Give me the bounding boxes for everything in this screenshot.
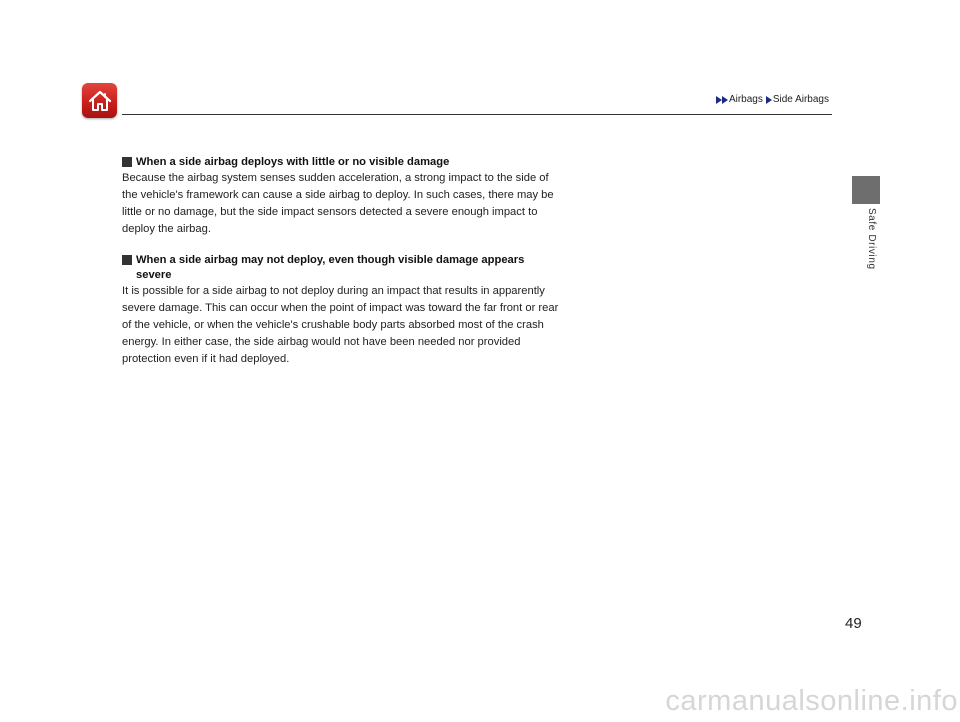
breadcrumb	[716, 94, 832, 105]
breadcrumb-arrow-icon	[766, 96, 772, 104]
breadcrumb-link-side-airbags[interactable]: Side Airbags	[772, 94, 829, 105]
watermark: carmanualsonline.info	[665, 685, 958, 717]
section-side-airbag-may-not-deploy	[122, 253, 562, 368]
section-body: It is possible for a side airbag to not deploy during an impact that results in apparently severe damage. This can occur when the point of impact was toward the far front or rear of the vehicle, or when the vehicle's crushable body parts absorbed most of the crash energy. In either case, the side airbag would not have been needed nor provided protection even if it had deployed.	[122, 285, 559, 365]
header-divider	[122, 114, 832, 115]
section-heading	[122, 253, 562, 283]
section-tab-label: Safe Driving	[866, 208, 877, 270]
section-tab-marker[interactable]	[852, 176, 880, 204]
section-side-airbag-deploys	[122, 155, 562, 238]
home-button[interactable]	[82, 83, 117, 118]
breadcrumb-arrow-icon	[722, 96, 728, 104]
square-bullet-icon	[122, 255, 132, 265]
page-number: 49	[845, 615, 862, 632]
section-heading-text: When a side airbag deploys with little or no visible damage	[136, 156, 450, 168]
home-icon	[87, 89, 113, 113]
main-content	[122, 155, 562, 383]
square-bullet-icon	[122, 157, 132, 167]
section-body: Because the airbag system senses sudden acceleration, a strong impact to the side of the vehicle's framework can cause a side airbag to deploy. In such cases, there may be little or no damage, but the side impact sensors detected a severe enough impact to deploy the airbag.	[122, 172, 554, 235]
section-heading	[122, 155, 562, 170]
section-heading-text: When a side airbag may not deploy, even though visible damage appears severe	[136, 254, 525, 281]
breadcrumb-link-airbags[interactable]: Airbags	[728, 94, 763, 105]
